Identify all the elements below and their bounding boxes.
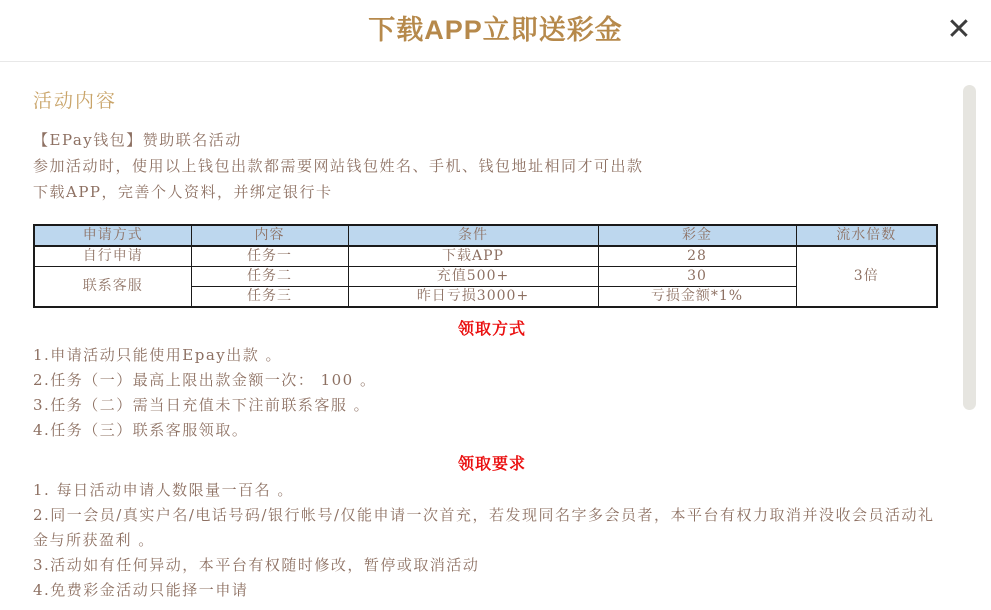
claim-requirement-item: 4.免费彩金活动只能择一申请 bbox=[33, 581, 249, 599]
claim-method-item: 4.任务（三）联系客服领取。 bbox=[33, 421, 249, 439]
cell-turnover: 3倍 bbox=[796, 246, 937, 307]
cell-bonus: 亏损金额*1% bbox=[598, 287, 796, 308]
table-header-row bbox=[34, 225, 937, 246]
modal-header bbox=[0, 0, 991, 62]
claim-requirements-list bbox=[33, 478, 951, 603]
claim-method-list bbox=[33, 343, 951, 443]
cell-apply-method: 自行申请 bbox=[34, 246, 191, 267]
claim-method-heading: 领取方式 bbox=[457, 321, 526, 338]
close-button[interactable] bbox=[937, 8, 981, 52]
intro-line-download: 下载APP，完善个人资料，并绑定银行卡 bbox=[33, 183, 333, 201]
modal-body bbox=[0, 62, 991, 603]
table-row bbox=[34, 246, 937, 267]
col-header-turnover: 流水倍数 bbox=[796, 225, 937, 246]
modal-title: 下载APP立即送彩金 bbox=[368, 15, 623, 45]
scrollbar-thumb[interactable] bbox=[963, 85, 976, 410]
intro-line-sponsor: 【EPay钱包】赞助联名活动 bbox=[33, 131, 242, 149]
claim-method-item: 2.任务（一）最高上限出款金额一次： 100 。 bbox=[33, 371, 377, 389]
cell-condition: 昨日亏损3000+ bbox=[348, 287, 598, 308]
cell-task: 任务一 bbox=[191, 246, 348, 267]
claim-requirement-item: 1. 每日活动申请人数限量一百名 。 bbox=[33, 481, 294, 499]
col-header-content: 内容 bbox=[191, 225, 348, 246]
cell-bonus: 28 bbox=[598, 246, 796, 267]
col-header-condition: 条件 bbox=[348, 225, 598, 246]
claim-requirements-heading: 领取要求 bbox=[457, 456, 526, 473]
cell-condition: 下载APP bbox=[348, 246, 598, 267]
close-icon: ✕ bbox=[946, 12, 972, 47]
cell-condition: 充值500+ bbox=[348, 267, 598, 287]
claim-requirement-item: 3.活动如有任何异动，本平台有权随时修改，暂停或取消活动 bbox=[33, 556, 480, 574]
bonus-table bbox=[33, 224, 938, 308]
col-header-bonus: 彩金 bbox=[598, 225, 796, 246]
intro-line-wallet-rule: 参加活动时，使用以上钱包出款都需要网站钱包姓名、手机、钱包地址相同才可出款 bbox=[33, 157, 644, 175]
cell-task: 任务三 bbox=[191, 287, 348, 308]
cell-task: 任务二 bbox=[191, 267, 348, 287]
col-header-apply-method: 申请方式 bbox=[34, 225, 191, 246]
cell-bonus: 30 bbox=[598, 267, 796, 287]
claim-requirement-item: 2.同一会员/真实户名/电话号码/银行帐号/仅能申请一次首充，若发现同名字多会员者，本平台有权力取消并没收会员活动礼金与所获盈利 。 bbox=[33, 506, 935, 549]
section-title: 活动内容 bbox=[33, 91, 118, 112]
cell-apply-method: 联系客服 bbox=[34, 267, 191, 308]
claim-method-item: 3.任务（二）需当日充值未下注前联系客服 。 bbox=[33, 396, 371, 414]
claim-method-item: 1.申请活动只能使用Epay出款 。 bbox=[33, 346, 283, 364]
